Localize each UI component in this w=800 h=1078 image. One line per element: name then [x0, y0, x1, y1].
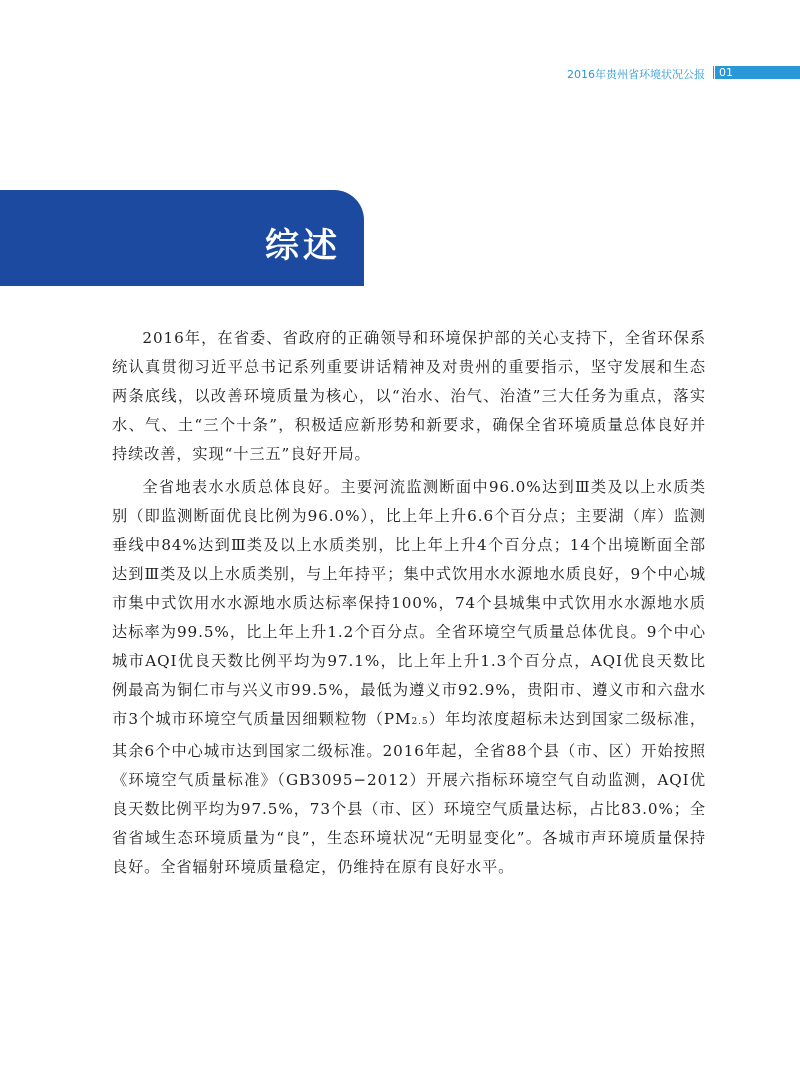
section-title: 综述 — [265, 226, 341, 266]
page-number: 01 — [719, 66, 733, 79]
body-text — [112, 324, 706, 886]
paragraph-intro: 2016年，在省委、省政府的正确领导和环境保护部的关心支持下，全省环保系统认真贯彻习近平总书记系列重要讲话精神及对贵州的重要指示，坚守发展和生态两条底线，以改善环境质量为核心，以“治水、治气、治渣”三大任务为重点，落实水、气、土“三个十条”，积极适应新形势和新要求，确保全省环境质量总体良好并持续改善，实现“十三五”良好开局。 — [112, 329, 706, 463]
pm-subscript: 2.5 — [411, 717, 429, 727]
paragraph-environment-part1: 全省地表水水质总体良好。主要河流监测断面中96.0%达到Ⅲ类及以上水质类别（即监测断面优良比例为96.0%），比上年上升6.6个百分点；主要湖（库）监测垂线中84%达到Ⅲ类及以上水质类别，比上年上升4个百分点；14个出境断面全部达到Ⅲ类及以上水质类别，与上年持平；集中式饮用水水源地水质良好，9个中心城市集中式饮用水水源地水质达标率保持100%，74个县城集中式饮用水水源地水质达标率为99.5%，比上年上升1.2个百分点。全省环境空气质量总体优良。9个中心城市AQI优良天数比例平均为97.1%，比上年上升1.3个百分点，AQI优良天数比例最高为铜仁市与兴义市99.5%，最低为遵义市92.9%，贵阳市、遵义市和六盘水市3个城市环境空气质量因细颗粒物（PM — [112, 478, 706, 728]
paragraph-environment-part2: ）年均浓度超标未达到国家二级标准，其余6个中心城市达到国家二级标准。2016年起，全省88个县（市、区）开始按照《环境空气质量标准》（GB3095−2012）开展六指标环境空气自动监测，AQI优良天数比例平均为97.5%，73个县（市、区）环境空气质量达标，占比83.0%；全省省域生态环境质量为“良”，生态环境状况“无明显变化”。各城市声环境质量保持良好。全省辐射环境质量稳定，仍维持在原有良好水平。 — [112, 710, 706, 876]
report-title: 2016年贵州省环境状况公报 — [567, 68, 705, 81]
header-separator — [713, 66, 714, 79]
paragraph-environment — [112, 473, 706, 882]
